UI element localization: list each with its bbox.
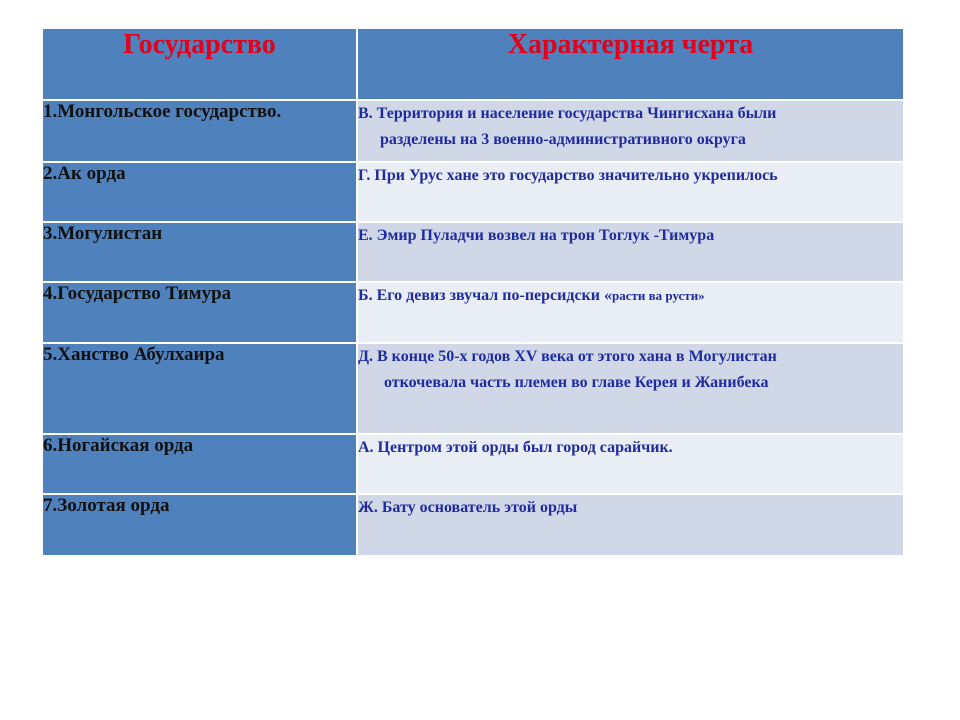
trait-text: Б. Его девиз звучал по-персидски « <box>358 287 612 304</box>
trait-cell <box>357 282 904 343</box>
state-cell: 3.Могулистан <box>42 222 357 282</box>
trait-cell <box>357 343 904 434</box>
trait-quote: расти ва русти» <box>611 288 705 303</box>
state-cell: 2.Ак орда <box>42 162 357 222</box>
table-row <box>42 282 904 343</box>
header-state: Государство <box>42 28 357 100</box>
table-row <box>42 222 904 282</box>
state-cell: 1.Монгольское государство. <box>42 100 357 162</box>
trait-line: откочевала часть племен во главе Керея и Жанибека <box>384 374 769 391</box>
table-row <box>42 100 904 162</box>
trait-line: разделены на 3 военно-административного округа <box>380 131 746 148</box>
state-cell: 6.Ногайская орда <box>42 434 357 494</box>
table-row <box>42 494 904 556</box>
trait-cell: А. Центром этой орды был город сарайчик. <box>357 434 904 494</box>
trait-line: В. Территория и население государства Чингисхана были <box>358 105 777 122</box>
header-row <box>42 28 904 100</box>
trait-cell: Г. При Урус хане это государство значительно укрепилось <box>357 162 904 222</box>
state-cell: 4.Государство Тимура <box>42 282 357 343</box>
table-row <box>42 343 904 434</box>
trait-cell <box>357 100 904 162</box>
table-row <box>42 162 904 222</box>
header-trait: Характерная черта <box>357 28 904 100</box>
trait-cell: Ж. Бату основатель этой орды <box>357 494 904 556</box>
trait-cell: Е. Эмир Пуладчи возвел на трон Тоглук -Тимура <box>357 222 904 282</box>
table-row <box>42 434 904 494</box>
state-cell: 5.Ханство Абулхаира <box>42 343 357 434</box>
state-cell: 7.Золотая орда <box>42 494 357 556</box>
trait-line: Д. В конце 50-х годов XV века от этого хана в Могулистан <box>358 348 777 365</box>
matching-table <box>41 27 905 557</box>
